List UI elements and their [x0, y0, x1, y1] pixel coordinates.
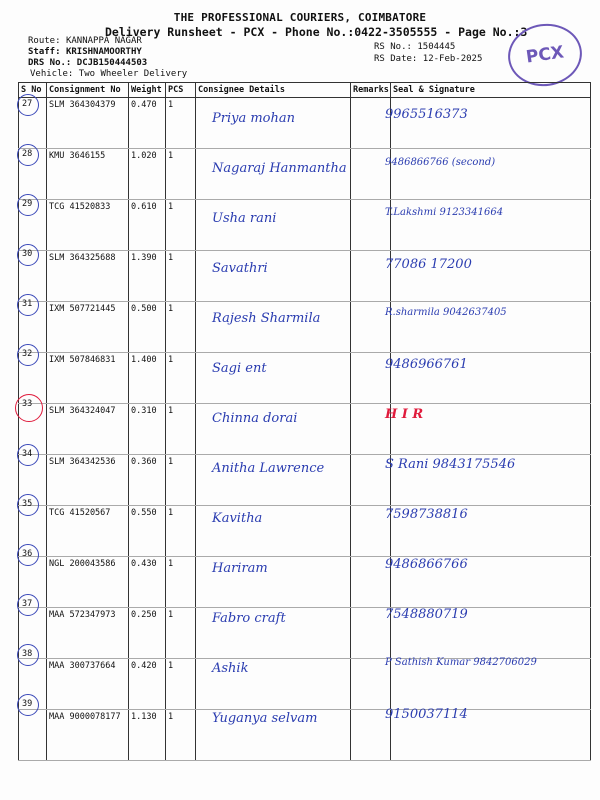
row-pcs: 1	[166, 455, 196, 506]
serial-number: 36	[22, 549, 33, 559]
serial-circle-mark	[17, 494, 39, 516]
serial-circle-mark	[17, 94, 39, 116]
row-consignment: MAA 9000078177	[47, 710, 129, 761]
col-consignee: Consignee Details	[196, 83, 351, 98]
handwritten-signature: 9486866766	[385, 557, 468, 572]
handwritten-consignee: Fabro craft	[212, 611, 286, 626]
row-consignment: SLM 364325688	[47, 251, 129, 302]
table-row	[19, 200, 591, 251]
table-row	[19, 506, 591, 557]
handwritten-consignee: Usha rani	[212, 211, 277, 226]
handwritten-signature: 9486966761	[385, 357, 468, 372]
vehicle-value: Two Wheeler Delivery	[78, 69, 188, 79]
staff-value: KRISHNAMOORTHY	[65, 47, 142, 57]
serial-circle-mark	[17, 294, 39, 316]
rs-no-value: 1504445	[417, 42, 456, 52]
row-pcs: 1	[166, 98, 196, 149]
row-weight: 0.250	[129, 608, 166, 659]
row-consignment: SLM 364304379	[47, 98, 129, 149]
row-signature	[391, 98, 591, 149]
rs-no-line: RS No.: 1504445	[374, 42, 456, 52]
pcx-stamp: PCX	[504, 19, 586, 91]
row-consignment: NGL 200043586	[47, 557, 129, 608]
table-row	[19, 251, 591, 302]
handwritten-signature: H I R	[385, 407, 424, 422]
serial-number: 28	[22, 149, 33, 159]
serial-number: 27	[22, 99, 33, 109]
col-pcs: PCS	[166, 83, 196, 98]
row-weight: 0.420	[129, 659, 166, 710]
row-pcs: 1	[166, 353, 196, 404]
row-weight: 1.390	[129, 251, 166, 302]
serial-circle-mark	[17, 694, 39, 716]
serial-circle-mark	[17, 244, 39, 266]
serial-circle-mark	[17, 194, 39, 216]
handwritten-consignee: Nagaraj Hanmantha	[212, 161, 347, 176]
row-consignment: SLM 364342536	[47, 455, 129, 506]
serial-number: 30	[22, 249, 33, 259]
row-consignee	[196, 302, 351, 353]
handwritten-consignee: Savathri	[212, 261, 268, 276]
serial-number: 34	[22, 449, 33, 459]
handwritten-signature: 7598738816	[385, 507, 468, 522]
col-remarks: Remarks	[351, 83, 391, 98]
handwritten-consignee: Ashik	[212, 661, 249, 676]
serial-circle-mark	[15, 394, 43, 422]
row-consignment: TCG 41520833	[47, 200, 129, 251]
row-consignment: IXM 507721445	[47, 302, 129, 353]
row-remarks	[351, 98, 391, 149]
table-row	[19, 98, 591, 149]
handwritten-consignee: Hariram	[212, 561, 268, 576]
row-weight: 1.400	[129, 353, 166, 404]
rs-date-value: 12-Feb-2025	[422, 54, 483, 64]
row-weight: 0.550	[129, 506, 166, 557]
row-weight: 0.610	[129, 200, 166, 251]
route-value: KANNAPPA NAGAR	[65, 36, 142, 46]
row-pcs: 1	[166, 659, 196, 710]
serial-number: 39	[22, 699, 33, 709]
rs-date-line: RS Date: 12-Feb-2025	[374, 54, 483, 64]
row-pcs: 1	[166, 404, 196, 455]
row-consignee	[196, 251, 351, 302]
serial-number: 31	[22, 299, 33, 309]
row-weight: 0.310	[129, 404, 166, 455]
table-header-row	[19, 83, 591, 98]
vehicle-line: Vehicle: Two Wheeler Delivery	[30, 69, 188, 79]
serial-circle-mark	[17, 144, 39, 166]
serial-number: 32	[22, 349, 33, 359]
runsheet-title: Delivery Runsheet - PCX - Phone No.:0422-3505555 - Page No.:3	[105, 25, 528, 39]
handwritten-consignee: Chinna dorai	[212, 411, 298, 426]
row-sno	[19, 710, 47, 761]
row-pcs: 1	[166, 557, 196, 608]
serial-circle-mark	[17, 544, 39, 566]
handwritten-signature: R.sharmila 9042637405	[385, 307, 507, 318]
table-row	[19, 557, 591, 608]
serial-number: 29	[22, 199, 33, 209]
row-pcs: 1	[166, 149, 196, 200]
serial-circle-mark	[17, 444, 39, 466]
handwritten-consignee: Rajesh Sharmila	[212, 311, 321, 326]
handwritten-consignee: Yuganya selvam	[212, 711, 318, 726]
table-row	[19, 404, 591, 455]
handwritten-signature: T.Lakshmi 9123341664	[385, 207, 504, 218]
handwritten-consignee: Sagi ent	[212, 361, 267, 376]
serial-number: 37	[22, 599, 33, 609]
row-pcs: 1	[166, 251, 196, 302]
serial-circle-mark	[17, 644, 39, 666]
col-sno: S No	[19, 83, 47, 98]
row-pcs: 1	[166, 608, 196, 659]
row-weight: 0.500	[129, 302, 166, 353]
col-signature: Seal & Signature	[391, 83, 591, 98]
serial-number: 35	[22, 499, 33, 509]
row-weight: 1.130	[129, 710, 166, 761]
row-weight: 0.360	[129, 455, 166, 506]
handwritten-signature: 9965516373	[385, 107, 468, 122]
handwritten-signature: P Sathish Kumar 9842706029	[385, 657, 537, 668]
company-name: THE PROFESSIONAL COURIERS, COIMBATORE	[173, 11, 427, 24]
staff-line: Staff: KRISHNAMOORTHY	[28, 47, 142, 57]
handwritten-signature: 9150037114	[385, 707, 468, 722]
handwritten-signature: 9486866766 (second)	[385, 157, 496, 168]
row-weight: 0.470	[129, 98, 166, 149]
handwritten-consignee: Anitha Lawrence	[212, 461, 325, 476]
table-row	[19, 608, 591, 659]
row-consignment: IXM 507846831	[47, 353, 129, 404]
serial-circle-mark	[17, 594, 39, 616]
row-pcs: 1	[166, 200, 196, 251]
handwritten-signature: 7548880719	[385, 607, 468, 622]
handwritten-consignee: Priya mohan	[212, 111, 295, 126]
serial-number: 33	[22, 399, 33, 409]
row-consignment: MAA 300737664	[47, 659, 129, 710]
handwritten-signature: 77086 17200	[385, 257, 472, 272]
table-row	[19, 353, 591, 404]
drs-line: DRS No.: DCJB150444503	[28, 58, 148, 68]
row-weight: 1.020	[129, 149, 166, 200]
handwritten-consignee: Kavitha	[212, 511, 263, 526]
row-consignment: TCG 41520567	[47, 506, 129, 557]
serial-number: 38	[22, 649, 33, 659]
row-weight: 0.430	[129, 557, 166, 608]
row-consignment: KMU 3646155	[47, 149, 129, 200]
handwritten-signature: S Rani 9843175546	[385, 457, 516, 472]
serial-circle-mark	[17, 344, 39, 366]
row-pcs: 1	[166, 710, 196, 761]
col-consignment: Consignment No	[47, 83, 129, 98]
row-pcs: 1	[166, 302, 196, 353]
row-pcs: 1	[166, 506, 196, 557]
route-line: Route: KANNAPPA NAGAR	[28, 36, 142, 46]
col-weight: Weight	[129, 83, 166, 98]
drs-value: DCJB150444503	[76, 58, 148, 68]
row-consignment: SLM 364324047	[47, 404, 129, 455]
row-consignment: MAA 572347973	[47, 608, 129, 659]
